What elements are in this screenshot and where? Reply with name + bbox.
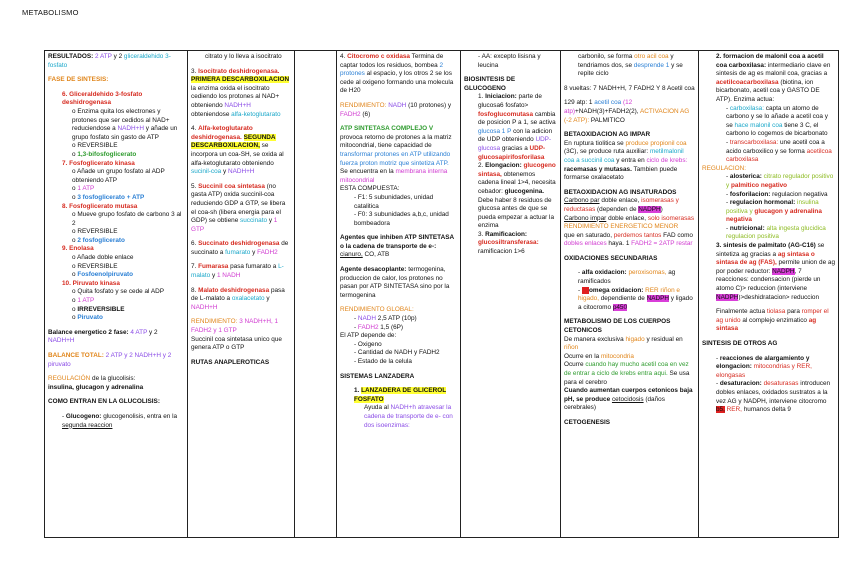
krebs-step-7: 7. Fumarasa pasa fumarato a L-malato y 1 NADH — [191, 263, 284, 280]
regulation-line: REGULACIÓN de la glucolisis: — [48, 375, 136, 383]
glycogen-step-2: 2. Elongacion: glucogeno sintasa, obtenemos cadena lineal 1>4, necesita cebador: glucogenina. Debe haber 8 residuos de glucosa antes de que se pueda empezar a actuar la enzima — [478, 162, 556, 230]
notes-table — [44, 50, 839, 538]
ct-step-4: 4. Citocromo c oxidasa Termina de captar todos los residuos, bombea 2 protones al espacio, y los otros 2 se los cede al oxigeno formando una molecula de H20 — [340, 53, 454, 95]
column-krebs: citrato y lo lleva a isocitrato 3. Isocitrato deshidrogenasa. PRIMERA DESCARBOXILACION la enzima oxida el isocitrato cediendo los protones al NAD+ obteniendo NADH+H obteniendose alfa-ketoglutarato 4. Alfa-ketoglutarato deshidrogenasa. SEGUNDA DESCARBOXILACION, se incorpora un coa-SH, se oxida al alfa-ketoglutarato obteniendo sucinil-coa y NADH+H 5. Succinil coa sintetasa (no gasta ATP) oxida succinil-coa reduciendo GDP a GTP, se libera el coa-sh (libera energia para el GDP) se obtiene succinato y 1 GTP 6. Succinato deshidrogenasa de succinato a fumarato y FADH2 7. Fumarasa pasa fumarato a L-malato y 1 NADH 8. Malato deshidrogenasa pasa de L-malato a oxalacetato y NADH+H RENDIMIENTO: 3 NADH+H, 1 FADH2 y 1 GTP Succinil coa sintetasa unico que genera ATP o GTP RUTAS ANAPLEROTICAS — [188, 51, 295, 537]
unsat-betaox-heading: BETAOXIDACION AG INSATURADOS — [564, 188, 677, 196]
ct-yield: RENDIMIENTO: NADH (10 protones) y FADH2 (6) — [340, 101, 452, 118]
total-line: BALANCE TOTAL: 2 ATP y 2 NADH+H y 2 piruvato — [48, 352, 172, 368]
fa-step-3: 3. sintesis de palmitato (AG-C16) se sintetiza ag gracias a ag sintasa o sintasa de ag (FAS), permite union de ag por poder reductor: NADPH, 7 reacciones: condensacion (pierde un atomo C)> reduccion (interviene NADPH)>deshidratacion> reduccion — [716, 242, 836, 301]
krebs-step-4: 4. Alfa-ketoglutarato deshidrogenasa. SEGUNDA DESCARBOXILACION, se incorpora un coa-SH, se oxida al alfa-ketoglutarato obteniendo sucinil-coa y NADH+H — [191, 125, 284, 176]
anaplerotic-heading: RUTAS ANAPLEROTICAS — [191, 358, 270, 366]
shuttle-1: 1. LANZADERA DE GLICEROL FOSFATO — [354, 387, 447, 403]
secondary-oxidation-heading: OXIDACIONES SECUNDARIAS — [564, 254, 658, 262]
column-glucolisis: RESULTADOS: 2 ATP y 2 gliceraldehido 3-fosfato FASE DE SINTESIS: 6. Gliceraldehido 3-fosfato deshidrogenasa o Enzima quita los electrones y protones que ser cedidos al NAD+ reduciendose a NADH+H y añade un grupo fosfato sin gasto de ATP o REVERSIBLE o 1,3-bifosfoglicerato 7. Fosfoglicerato kinasa o Añade un grupo fosfato al ADP obteniendo ATP o 1 ATP o 3 fosfoglicerato + ATP 8. Fosfoglicerato mutasa o Mueve grupo fosfato de carbono 3 al 2 o REVERSIBLE o 2 fosfoglicerato 9. Enolasa o Añade doble enlace o REVERSIBLE o Fosfoenolpiruvato 10. Piruvato kinasa o Quita fosfato y se cede al ADP o 1 ATP o IRREVERSIBLE o Piruvato Balance energetico 2 fase: 4 ATP y 2 NADH+H BALANCE TOTAL: 2 ATP y 2 NADH+H y 2 piruvato REGULACIÓN de la glucolisis: insulina, glucagon y adrenalina COMO ENTRAN EN LA GLUCOLISIS: - Glucogeno: glucogenolisis, entra en la segunda reaccion — [45, 51, 188, 537]
other-fa-heading: SINTESIS DE OTROS AG — [702, 340, 778, 347]
results-line: RESULTADOS: 2 ATP y 2 gliceraldehido 3-fosfato — [48, 53, 171, 69]
krebs-step-5: 5. Succinil coa sintetasa (no gasta ATP) oxida succinil-coa reduciendo GDP a GTP, se libera el coa-sh (libera energia para el GDP) se obtiene succinato y 1 GTP — [191, 182, 286, 233]
uncoupler: Agente desacoplante: termogenina, produccion de calor, los protones no pasan por ATP SINTETASA sino por la termogenina — [340, 266, 450, 299]
krebs-step-3: 3. Isocitrato deshidrogenasa. PRIMERA DESCARBOXILACION la enzima oxida el isocitrato cediendo los protones al NAD+ obteniendo NADH+H obteniendose alfa-ketoglutarato — [191, 67, 290, 118]
step-9: 9. Enolasa — [62, 245, 94, 253]
shuttle-heading: SISTEMAS LANZADERA — [340, 372, 415, 380]
document-title: METABOLISMO — [22, 8, 79, 17]
step-7: 7. Fosfoglicerato kinasa — [62, 159, 135, 167]
column-cadena-transporte: 4. Citocromo c oxidasa Termina de captar todos los residuos, bombea 2 protones al espacio, y los otros 2 se los cede al oxigeno formando una molecula de H20 RENDIMIENTO: NADH (10 protones) y FADH2 (6) ATP SINTETASA COMPLEJO V provoca retorno de protones a la matriz mitocondrial, tiene capacidad de transformar protones en ATP utilizando fuerza proton motriz que sintetiza ATP. Se encuentra en la membrana interna mitocondrial ESTA COMPUESTA: - F1: 5 subunidades, unidad catalitica - F0: 3 subunidades a,b,c, unidad bombeadora Agentes que inhiben ATP SINTETASA o la cadena de transporte de e-: cianuro, CO, ATB Agente desacoplante: termogenina, produccion de calor, los protones no pasan por ATP SINTETASA sino por la termogenina RENDIMIENTO GLOBAL: - NADH 2,5 ATP (10p) - FADH2 1,5 (6P) El ATP depende de: - Oxigeno - Cantidad de NADH y FADH2 - Estado de la celula SISTEMAS LANZADERA 1. LANZADERA DE GLICEROL FOSFATO Ayuda al NADH+h atravesar la cadena de transporte de e- con dos isoenzimas: — [337, 51, 461, 537]
step-8: 8. Fosfoglicerato mutasa — [62, 202, 138, 210]
step-10: 10. Piruvato kinasa — [62, 279, 120, 287]
step-6: 6. Gliceraldehido 3-fosfato deshidrogenasa — [62, 90, 143, 107]
odd-betaox-heading: BETAOXIDACION AG IMPAR — [564, 131, 651, 139]
krebs-step-6: 6. Succinato deshidrogenasa de succinato a fumarato y FADH2 — [191, 240, 289, 256]
column-empty — [295, 51, 337, 537]
glycogen-step-1: 1. Iniciacion: parte de glucosa6 fosfato> fosfoglucomutasa cambia de posicion P a 1, se activa glucosa 1 P con la adicion de UDP obteniendo UDP-glucosa gracias a UDP-glucosapirifosforilasa — [478, 93, 556, 161]
krebs-step-8: 8. Malato deshidrogenasa pasa de L-malato a oxalacetato y NADH+H — [191, 286, 285, 311]
inhibitors: Agentes que inhiben ATP SINTETASA o la cadena de transporte de e-: cianuro, CO, ATB — [340, 234, 454, 259]
glycogen-synthesis-heading: BIOSINTESIS DE GLUCOGENO — [464, 76, 516, 92]
glycogen-step-3: 3. Ramificacion: glucosiltransferasa: ramificacion 1>6 — [478, 230, 539, 256]
balance-line: Balance energetico 2 fase: 4 ATP y 2 NADH+H — [48, 328, 158, 345]
column-glucogeno: - AA: excepto lisisna y leucina BIOSINTESIS DE GLUCOGENO 1. Iniciacion: parte de glucosa6 fosfato> fosfoglucomutasa cambia de posicion P a 1, se activa glucosa 1 P con la adicion de UDP obteniendo UDP-glucosa gracias a UDP-glucosapirifosforilasa 2. Elongacion: glucogeno sintasa, obtenemos cadena lineal 1>4, necesita cebador: glucogenina. Debe haber 8 residuos de glucosa antes de que se pueda empezar a actuar la enzima 3. Ramificacion: glucosiltransferasa: ramificacion 1>6 — [461, 51, 561, 537]
fa-step-2: 2. formacion de malonil coa a acetil coa carboxilasa: intermediario clave en sintesis de ag es malonil coa, gracias a acetilcoacarboxilasa (biotina, ion bicarbonato, acetil coa y GASTO DE ATP). Enzima actua: — [716, 53, 831, 103]
phase-heading: FASE DE SINTESIS: — [48, 76, 109, 84]
global-yield-heading: RENDIMIENTO GLOBAL: — [340, 306, 414, 314]
atp-synthase-heading: ATP SINTETASA COMPLEJO V — [340, 125, 434, 133]
column-betaoxidacion: carbonilo, se forma otro acil coa y tendriamos dos, se desprende 1 y se repite ciclo 8 vueltas: 7 NADH+H, 7 FADH2 Y 8 Acetil coa 129 atp: 1 acetil coa (12 atp)+NADH(3)+FADH2(2), ACTIVACION AG (-2 ATP): PALMITICO BETAOXIDACION AG IMPAR En ruptura tiolitica se produce propionil coa (3C), se produce ruta auxiliar: metilmalonil coa a succinil coa y entra en ciclo de krebs: racemasas y mutasas. Tambien puede formarse oxalacetato BETAOXIDACION AG INSATURADOS Carbono par doble enlace, isomerasas y reductasas (dependen de NADPH) Carbono impar doble enlace, solo isomerasas RENDIMIENTO ENERGETICO MENOR que en saturado, perdemos tantos FAD como dobles enlaces haya. 1 FADH2 = 2ATP restar OXIDACIONES SECUNDARIAS - alfa oxidacion: peroxisomas, ag ramificados - omega oxidacion: RER riñon e higado, dependiente de NADPH y ligado a citocromo p450 METABOLISMO DE LOS CUERPOS CETONICOS De manera exclusiva higado y residual en riñon Ocurre en la mitocondria Ocurre cuando hay mucho acetil coa en vez de entrar a ciclo de krebs entra aqui. Se usa para el cerebro Cuando aumentan cuerpos cetonicos baja pH, se produce cetocidosis (daños cerebrales) CETOGENESIS — [561, 51, 699, 537]
krebs-yield: RENDIMIENTO: 3 NADH+H, 1 FADH2 y 1 GTP — [191, 318, 279, 335]
ketone-bodies-heading: METABOLISMO DE LOS CUERPOS CETONICOS — [564, 318, 671, 335]
entry-heading: COMO ENTRAN EN LA GLUCOLISIS: — [48, 398, 160, 406]
ketogenesis-heading: CETOGENESIS — [564, 418, 611, 426]
column-sintesis-ag: 2. formacion de malonil coa a acetil coa carboxilasa: intermediario clave en sintesis de ag es malonil coa, gracias a acetilcoacarboxilasa (biotina, ion bicarbonato, acetil coa y GASTO DE ATP). Enzima actua: - carboxilasa: capta un atomo de carbono y se lo añade a acetil coa y se hace malonil coa tiene 3 C, el carbono lo cogemos de bicarbonato - transcarboxilasa: une acetil coa a acido carboxilico y se forma acetilcoa carboxilasa REGULACION: - alosterica: citrato regulador positivo y palmitico negativo - fosforilacion: regulacion negativa - regulacion hormonal: insulina positiva y glucagon y adrenalina negativa - nutricional: alta ingesta glucidica regulacion positiva 3. sintesis de palmitato (AG-C16) se sintetiza ag gracias a ag sintasa o sintasa de ag (FAS), permite union de ag por poder reductor: NADPH, 7 reacciones: condensacion (pierde un atomo C)> reduccion (interviene NADPH)>deshidratacion> reduccion Finalmente actua tiolasa para romper el ag unido al complejo enzimatico ag sintasa SINTESIS DE OTROS AG - reacciones de alargamiento y elongacion: mitocondrias y RER, elongasas - desaturacion: desaturasas introducen dobles enlaces, oxidados sustratos a la vez AG y NADPH, interviene citocromo b5, RER, humanos delta 9 — [702, 53, 836, 414]
regulation-heading: REGULACION: — [702, 164, 747, 172]
